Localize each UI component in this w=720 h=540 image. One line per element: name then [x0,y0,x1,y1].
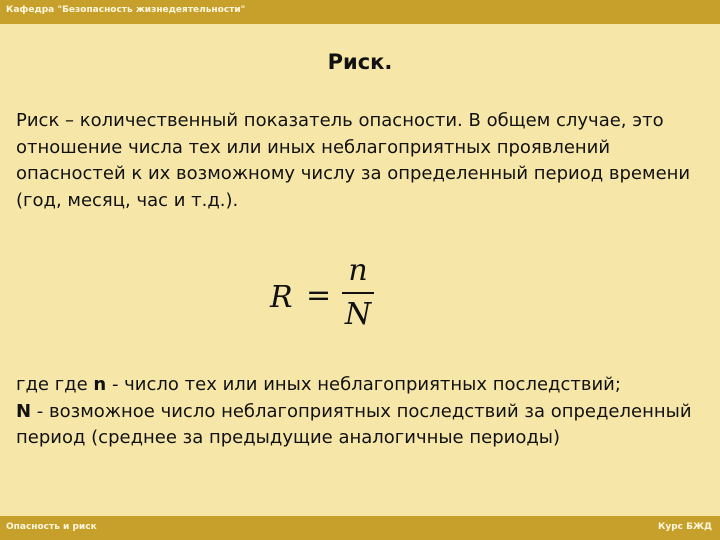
definition-text: – количественный показатель опасности. В общем случае, это отношение числа тех или иных неблагоприятных проявлений опасностей к их возможному числу за определенный период времени (год, месяц, час и т.д.). [16,110,691,211]
formula-equals: = [306,278,332,313]
footer-course: Курс БЖД [657,522,712,532]
variable-N-text: - возможное число неблагоприятных последствий за определенный период (среднее за предыдущие аналогичные периоды) [16,400,692,448]
variable-N: N [16,400,32,422]
definition-paragraph [16,108,706,214]
risk-formula [270,254,380,344]
formula-numerator: n [348,253,368,288]
formula-lhs: R [270,280,293,315]
variable-n-text: - число тех или иных неблагоприятных последствий; [106,374,621,395]
slide-title: Риск. [327,50,393,74]
fraction-bar [342,292,374,294]
explanation-prefix: где где [16,374,94,395]
definition-term: Риск [16,110,60,131]
formula-fraction [342,254,374,332]
header-bar [0,0,720,24]
footer-topic: Опасность и риск [6,522,97,532]
formula-denominator: N [344,297,372,332]
footer-bar [0,516,720,540]
explanation-paragraph [16,372,706,452]
department-label: Кафедра "Безопасность жизнедеятельности" [6,5,246,15]
variable-n: n [93,374,107,395]
